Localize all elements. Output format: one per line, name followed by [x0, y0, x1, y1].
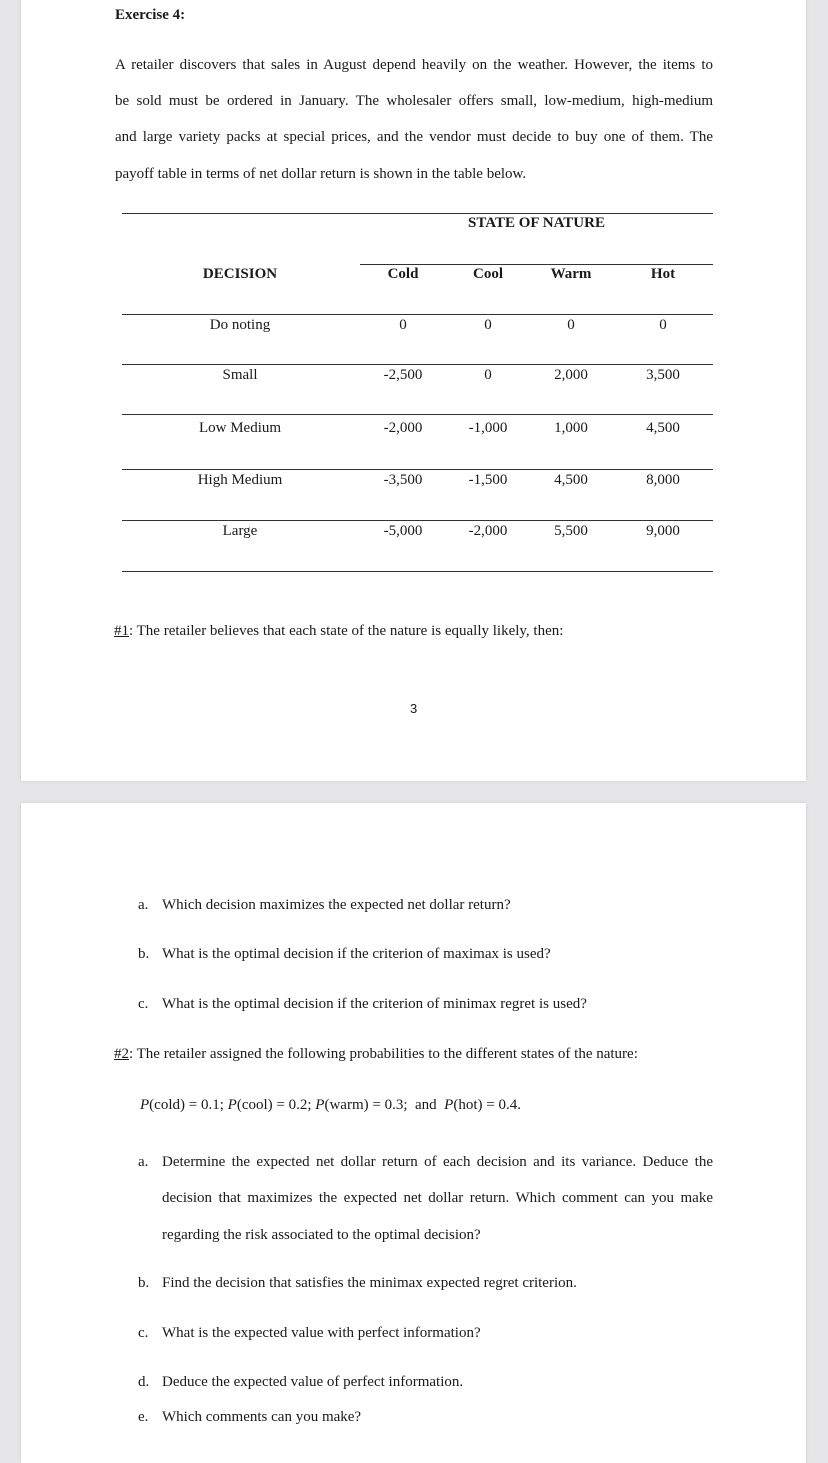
item-letter: a. [138, 1154, 149, 1170]
probability-formula: P(cold) = 0.1; P(cool) = 0.2; P(warm) = 0.3; and P(hot) = 0.4. [140, 1097, 521, 1113]
row-decision: Do noting [209, 317, 271, 333]
table-cell: -5,000 [383, 523, 423, 539]
table-cell: 8,000 [646, 472, 680, 488]
item-text: Find the decision that satisfies the minimax expected regret criterion. [162, 1275, 577, 1291]
table-cell: 1,000 [554, 420, 588, 436]
formula-val: 0.3 [384, 1097, 404, 1113]
table-cell: 5,500 [554, 523, 588, 539]
row-decision: Small [222, 367, 258, 383]
formula-val: 0.1 [200, 1097, 220, 1113]
table-cell: 9,000 [646, 523, 680, 539]
table-cell: -3,500 [383, 472, 423, 488]
item-text-line: decision that maximizes the expected net dollar return. Which comment can you make [162, 1190, 713, 1206]
table-row-rule [122, 364, 713, 365]
formula-val: 0.4 [498, 1097, 518, 1113]
formula-arg: warm [329, 1097, 364, 1113]
table-cell: 4,500 [554, 472, 588, 488]
paragraph-line-2: be sold must be ordered in January. The wholesaler offers small, low-medium, high-medium [115, 93, 713, 109]
formula-arg: cold [154, 1097, 180, 1113]
state-of-nature-header: STATE OF NATURE [468, 215, 605, 231]
item-text: Which comments can you make? [162, 1409, 362, 1425]
table-cell: -1,500 [468, 472, 508, 488]
table-row-rule [122, 414, 713, 415]
table-cell: 0 [567, 317, 575, 333]
table-top-rule [122, 213, 713, 214]
question-2-text: : The retailer assigned the following probabilities to the different states of the nature: [129, 1046, 638, 1062]
question-1-prompt [114, 623, 563, 640]
question-1-ref: #1 [114, 623, 129, 639]
table-row-rule [122, 314, 713, 315]
paragraph-line-4: payoff table in terms of net dollar return is shown in the table below. [115, 166, 527, 182]
formula-and: and [415, 1097, 437, 1113]
formula-p: P [444, 1097, 454, 1113]
table-cell: 4,500 [646, 420, 680, 436]
column-header-hot: Hot [650, 266, 676, 282]
item-letter: c. [138, 996, 149, 1012]
table-cell: 0 [484, 367, 492, 383]
item-letter: b. [138, 1275, 150, 1291]
column-header-cool: Cool [473, 266, 503, 282]
formula-p: P [315, 1097, 325, 1113]
table-cell: 3,500 [646, 367, 680, 383]
item-text: What is the optimal decision if the criterion of minimax regret is used? [162, 996, 587, 1012]
item-letter: b. [138, 946, 150, 962]
item-letter: d. [138, 1374, 150, 1390]
column-header-warm: Warm [550, 266, 592, 282]
item-text-line: regarding the risk associated to the optimal decision? [162, 1227, 481, 1243]
question-1-text: : The retailer believes that each state of the nature is equally likely, then: [129, 623, 564, 639]
page-2 [21, 803, 806, 1463]
formula-p: P [140, 1097, 150, 1113]
row-decision: Large [222, 523, 258, 539]
question-2-ref: #2 [114, 1046, 129, 1062]
item-letter: a. [138, 897, 149, 913]
state-header-rule [360, 264, 713, 265]
formula-arg: cool [241, 1097, 268, 1113]
table-cell: -2,000 [383, 420, 423, 436]
table-cell: 0 [659, 317, 667, 333]
table-cell: 0 [399, 317, 407, 333]
item-text: What is the expected value with perfect information? [162, 1325, 481, 1341]
question-2-prompt [114, 1046, 638, 1063]
page-1 [21, 0, 806, 781]
formula-val: 0.2 [288, 1097, 308, 1113]
page-number: 3 [410, 701, 418, 716]
paragraph-line-1: A retailer discovers that sales in August depend heavily on the weather. However, the items to [115, 57, 713, 73]
item-text-line: Determine the expected net dollar return of each decision and its variance. Deduce the [162, 1154, 713, 1170]
formula-p: P [227, 1097, 237, 1113]
item-text: What is the optimal decision if the criterion of maximax is used? [162, 946, 551, 962]
table-cell: -2,000 [468, 523, 508, 539]
row-decision: Low Medium [198, 420, 282, 436]
table-row-rule [122, 469, 713, 470]
paragraph-line-3: and large variety packs at special prices, and the vendor must decide to buy one of them. The [115, 129, 713, 145]
exercise-heading: Exercise 4: [115, 7, 186, 23]
table-row-rule [122, 520, 713, 521]
item-text: Deduce the expected value of perfect information. [162, 1374, 464, 1390]
table-bottom-rule [122, 571, 713, 572]
item-letter: e. [138, 1409, 149, 1425]
row-decision: High Medium [197, 472, 283, 488]
item-letter: c. [138, 1325, 149, 1341]
table-cell: -2,500 [383, 367, 423, 383]
decision-header: DECISION [202, 266, 278, 282]
table-cell: 0 [484, 317, 492, 333]
column-header-cold: Cold [387, 266, 419, 282]
item-text: Which decision maximizes the expected net dollar return? [162, 897, 511, 913]
formula-arg: hot [458, 1097, 478, 1113]
table-cell: -1,000 [468, 420, 508, 436]
table-cell: 2,000 [554, 367, 588, 383]
